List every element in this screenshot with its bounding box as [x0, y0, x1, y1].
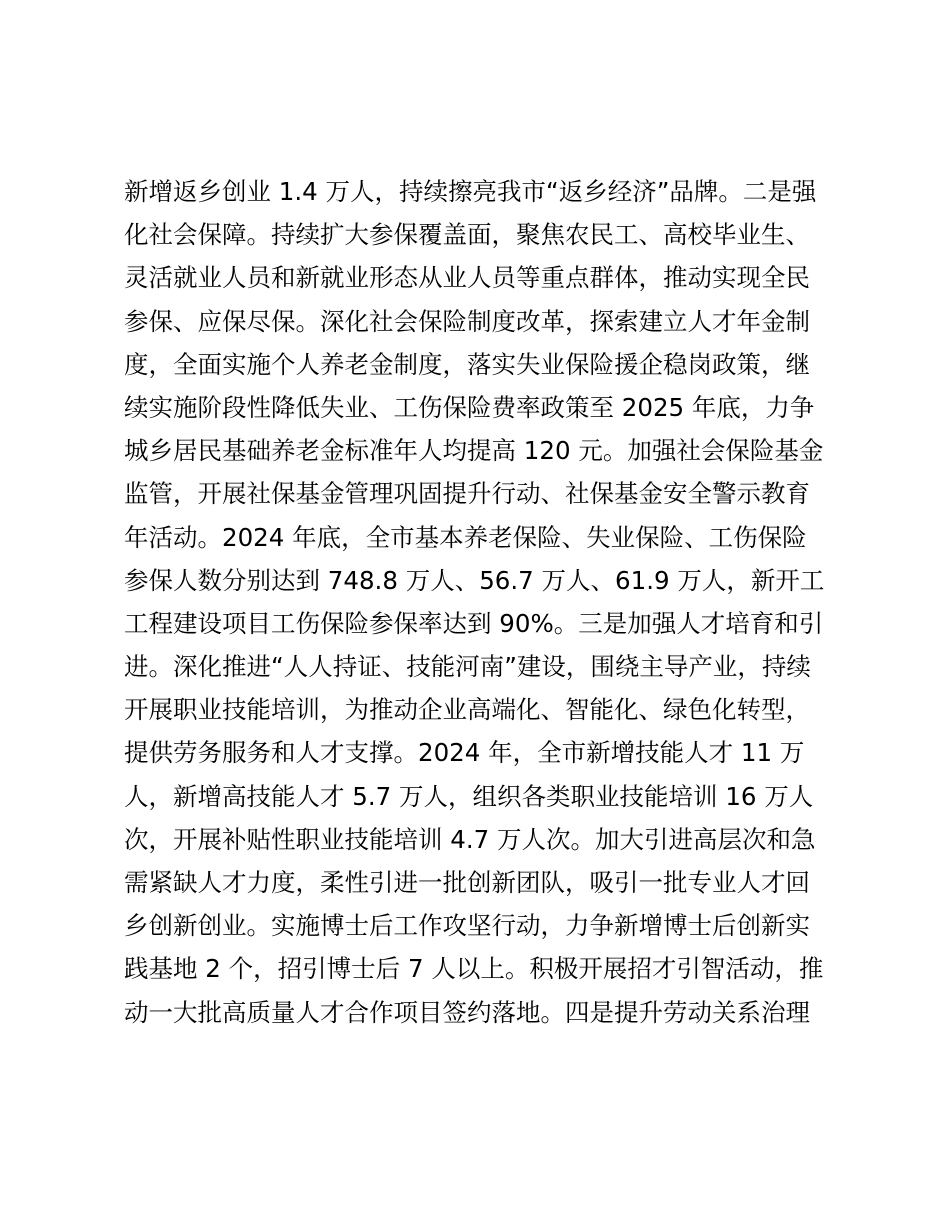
text-line-11: 工程建设项目工伤保险参保率达到 90%。三是加强人才培育和引: [124, 608, 824, 638]
text-line-8: 监管，开展社保基金管理巩固提升行动、社保基金安全警示教育: [124, 479, 810, 509]
text-line-19: 践基地 2 个，招引博士后 7 人以上。积极开展招才引智活动，推: [124, 954, 824, 984]
body-text: [124, 170, 844, 1034]
text-line-2: 化社会保障。持续扩大参保覆盖面，聚焦农民工、高校毕业生、: [124, 220, 810, 250]
text-line-10: 参保人数分别达到 748.8 万人、56.7 万人、61.9 万人，新开工: [124, 565, 825, 595]
text-line-20: 动一大批高质量人才合作项目签约落地。四是提升劳动关系治理: [124, 997, 810, 1027]
text-line-7: 城乡居民基础养老金标准年人均提高 120 元。加强社会保险基金: [124, 436, 824, 466]
text-line-15: 人，新增高技能人才 5.7 万人，组织各类职业技能培训 16 万人: [124, 781, 814, 811]
text-line-6: 续实施阶段性降低失业、工伤保险费率政策至 2025 年底，力争: [124, 392, 815, 422]
text-line-12: 进。深化推进“人人持证、技能河南”建设，围绕主导产业，持续: [124, 652, 811, 682]
text-line-14: 提供劳务服务和人才支撑。2024 年，全市新增技能人才 11 万: [124, 738, 805, 768]
text-line-18: 乡创新创业。实施博士后工作攻坚行动，力争新增博士后创新实: [124, 911, 810, 941]
text-line-1: 新增返乡创业 1.4 万人，持续擦亮我市“返乡经济”品牌。二是强: [124, 177, 817, 206]
text-line-3: 灵活就业人员和新就业形态从业人员等重点群体，推动实现全民: [124, 263, 810, 293]
text-line-4: 参保、应保尽保。深化社会保险制度改革，探索建立人才年金制: [124, 306, 810, 336]
text-line-16: 次，开展补贴性职业技能培训 4.7 万人次。加大引进高层次和急: [124, 824, 816, 854]
text-line-13: 开展职业技能培训，为推动企业高端化、智能化、绿色化转型，: [124, 695, 810, 725]
text-line-5: 度，全面实施个人养老金制度，落实失业保险援企稳岗政策，继: [124, 349, 810, 379]
text-line-17: 需紧缺人才力度，柔性引进一批创新团队，吸引一批专业人才回: [124, 868, 810, 897]
text-line-9: 年活动。2024 年底，全市基本养老保险、失业保险、工伤保险: [124, 522, 807, 552]
